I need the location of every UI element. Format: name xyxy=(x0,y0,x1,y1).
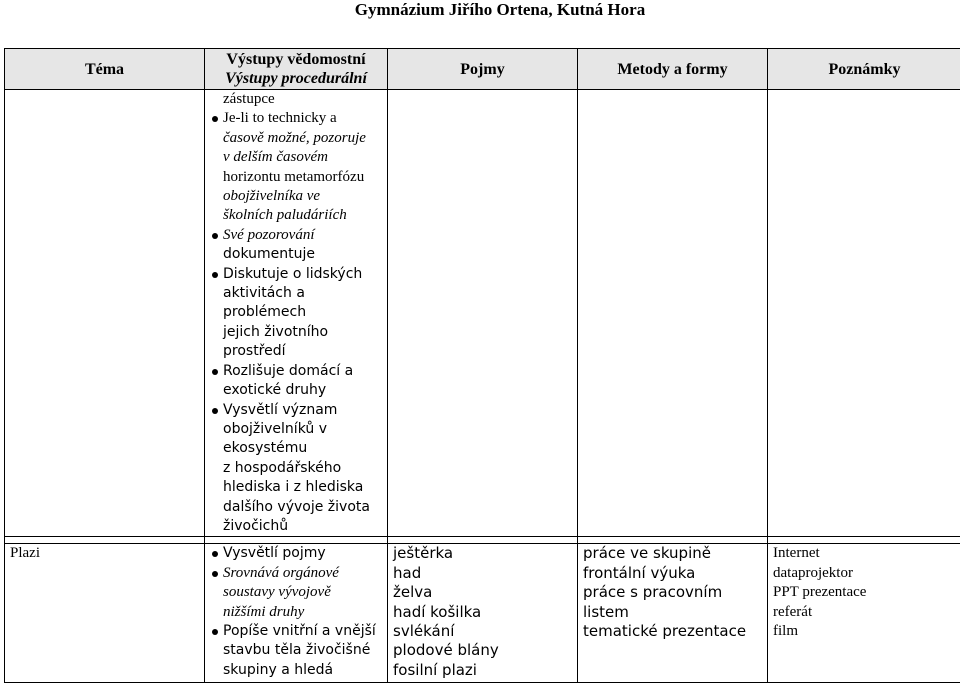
document-title: Gymnázium Jiřího Ortena, Kutná Hora xyxy=(354,0,646,19)
table-row-continued xyxy=(5,90,960,537)
outcome-line: obojživelníka ve xyxy=(223,188,321,205)
pojem-item: svlékání xyxy=(393,621,455,640)
header-tema: Téma xyxy=(5,49,205,90)
outcome-item xyxy=(210,564,387,622)
table-header-row xyxy=(5,49,960,90)
curriculum-table xyxy=(4,48,960,683)
outcome-item xyxy=(210,187,387,226)
metoda-item: tematické prezentace xyxy=(583,621,747,640)
header-poznamky: Poznámky xyxy=(768,49,960,90)
cell-metody-plazi xyxy=(578,544,768,683)
outcome-line: skupiny a hledá xyxy=(223,661,334,678)
poznamka-item: dataprojektor xyxy=(773,564,853,581)
outcome-item xyxy=(210,168,387,187)
cell-outcomes-plazi xyxy=(205,544,388,683)
outcome-line: exotické druhy xyxy=(223,382,327,399)
outcome-line: dalšího vývoje života xyxy=(223,498,370,515)
pojem-item: had xyxy=(393,563,422,582)
pojem-item: ještěrka xyxy=(393,544,454,563)
outcome-line: nižšími druhy xyxy=(223,603,305,620)
outcome-line: jejich životního xyxy=(223,323,329,340)
outcome-line: Popíše vnitřní a vnější xyxy=(223,622,376,639)
metoda-item: frontální výuka xyxy=(583,563,696,582)
outcome-item xyxy=(210,622,387,680)
outcome-line: Své pozorování xyxy=(223,226,315,243)
pojem-item: želva xyxy=(393,583,433,602)
cell-metody xyxy=(578,90,768,537)
cell-tema xyxy=(5,90,205,537)
table-row-plazi xyxy=(5,544,960,683)
poznamka-item: Internet xyxy=(773,545,820,562)
cell-poznamky xyxy=(768,90,960,537)
pojem-item: hadí košilka xyxy=(393,602,482,621)
header-pojmy: Pojmy xyxy=(388,49,578,90)
metoda-item: práce s pracovním listem xyxy=(583,583,723,621)
outcome-line: z hospodářského xyxy=(223,459,342,476)
outcome-item xyxy=(210,129,387,168)
cell-pojmy xyxy=(388,90,578,537)
outcome-item xyxy=(210,401,387,537)
pojem-item: plodové blány xyxy=(393,641,499,660)
outcome-line: živočichů xyxy=(223,517,289,534)
outcome-line: školních paludáriích xyxy=(223,207,347,224)
header-vystupy-vedomostni: Výstupy vědomostní xyxy=(226,51,366,68)
outcome-line: soustavy vývojově xyxy=(223,584,331,601)
header-vystupy-proceduralni: Výstupy procedurální xyxy=(225,70,367,87)
outcome-line: v delším časovém xyxy=(223,149,328,166)
outcome-line: horizontu metamorfózu xyxy=(223,168,365,185)
outcome-line: Rozlišuje domácí a xyxy=(223,362,354,379)
outcome-line: zástupce xyxy=(223,91,275,107)
outcome-line: stavbu těla živočišné xyxy=(223,642,371,659)
cell-pojmy-plazi xyxy=(388,544,578,683)
outcome-item xyxy=(210,109,387,128)
poznamka-item: PPT prezentace xyxy=(773,584,867,601)
outcome-line: ekosystému xyxy=(223,440,308,457)
outcome-line: hlediska i z hlediska xyxy=(223,479,364,496)
outcome-item xyxy=(210,226,387,245)
cell-tema-plazi: Plazi xyxy=(5,544,205,683)
outcome-item xyxy=(210,245,387,264)
outcome-line: Srovnává orgánové xyxy=(223,564,339,581)
header-vystupy xyxy=(205,49,388,90)
cell-poznamky-plazi xyxy=(768,544,960,683)
poznamka-item: film xyxy=(773,622,798,639)
outcome-line: Diskutuje o lidských xyxy=(223,265,363,282)
outcomes-list xyxy=(210,90,387,536)
outcome-line: dokumentuje xyxy=(223,246,315,263)
table-row-spacer xyxy=(5,537,960,544)
outcome-line: aktivitách a problémech xyxy=(223,285,307,321)
pojem-item: fosilní plazi xyxy=(393,660,477,679)
outcome-line: Vysvětlí význam xyxy=(223,401,338,418)
outcome-line: Vysvětlí pojmy xyxy=(223,545,326,562)
outcome-item xyxy=(210,362,387,401)
outcomes-list xyxy=(210,544,387,680)
outcome-line: Je-li to technicky a xyxy=(223,110,337,127)
outcome-line: časově možné, pozoruje xyxy=(223,129,366,146)
outcome-item xyxy=(210,90,387,109)
metoda-item: práce ve skupině xyxy=(583,544,711,563)
outcome-line: prostředí xyxy=(223,343,286,360)
outcome-item xyxy=(210,544,387,563)
outcome-item xyxy=(210,265,387,362)
poznamka-item: referát xyxy=(773,603,813,620)
cell-outcomes xyxy=(205,90,388,537)
header-metody: Metody a formy xyxy=(578,49,768,90)
outcome-line: obojživelníků v xyxy=(223,420,327,437)
